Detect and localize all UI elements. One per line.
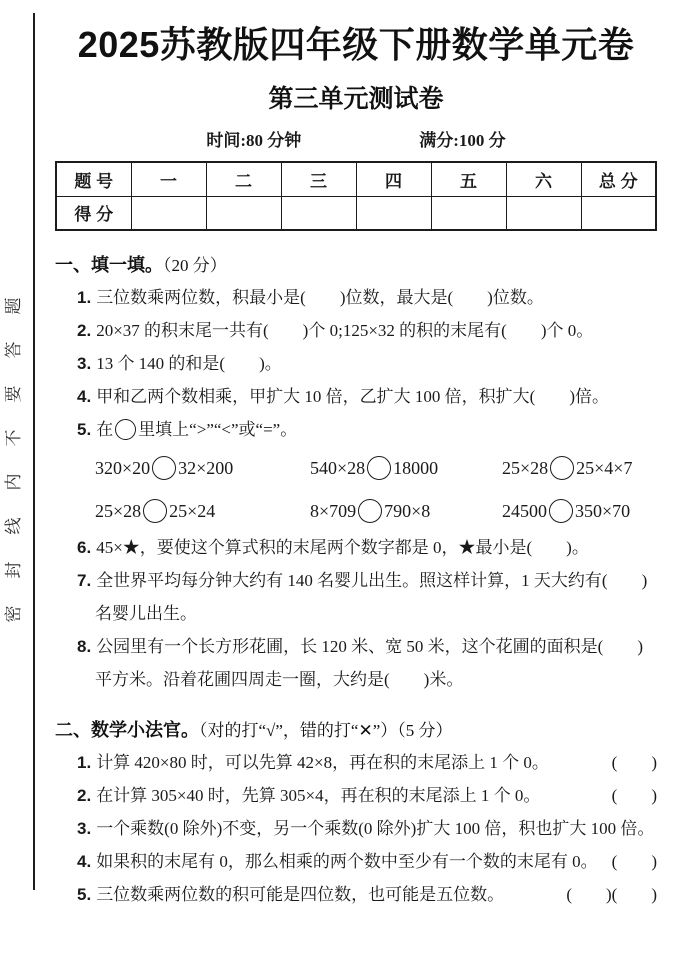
score-entry-cell[interactable] [356,196,431,230]
comparison-left: 24500 [502,501,547,521]
fill-question-4 [55,380,657,413]
question-number: 5. [77,420,92,439]
comparison-item [95,494,310,528]
section-one-points: （20 分） [163,256,227,275]
fill-question-2 [55,314,657,347]
comparison-left: 8×709 [310,501,357,521]
fill-question-5 [55,413,657,446]
question-number: 1. [77,288,92,307]
question-text: 三位数乘两位数，积最小是( )位数，最大是( )位数。 [96,288,544,307]
question-number: 1. [77,753,92,772]
seal-divider-line [33,13,35,890]
blank-circle[interactable] [550,456,574,480]
question-text-suffix: 里填上“>”“<”或“=”。 [138,420,298,439]
section-one-title: 一、填一填。 [55,255,163,275]
judge-question-1 [55,746,657,779]
blank-circle[interactable] [367,456,391,480]
blank-circle[interactable] [152,456,176,480]
score-entry-cell[interactable] [431,196,506,230]
score-row-label: 得 分 [56,196,131,230]
time-limit-label: 时间:80 分钟 [206,131,302,150]
question-text: 20×37 的积末尾一共有( )个 0;125×32 的积的末尾有( )个 0。 [96,321,594,340]
question-number: 6. [77,538,92,557]
unit-subtitle: 第三单元测试卷 [268,85,444,113]
answer-blank-parens[interactable]: ( ) [611,753,657,772]
question-number: 5. [77,885,92,904]
score-header-cell: 三 [281,162,356,196]
score-header-cell: 五 [431,162,506,196]
question-text: 一个乘数(0 除外)不变，另一个乘数(0 除外)扩大 100 倍，积也扩大 100 倍。 [96,819,655,838]
comparison-item [310,451,502,485]
blank-circle[interactable] [115,419,136,440]
answer-blank-parens[interactable]: ( ) [566,885,612,904]
comparison-item [502,494,657,528]
question-text: 13 个 140 的和是( )。 [96,354,282,373]
fill-question-8 [55,630,657,696]
section-two-title: 二、数学小法官。 [55,720,199,740]
judge-question-2 [55,779,657,812]
question-number: 8. [77,637,92,656]
question-text-prefix: 在 [96,420,114,439]
answer-blank-parens[interactable]: ( ) [611,852,657,871]
question-text: 甲和乙两个数相乘，甲扩大 10 倍，乙扩大 100 倍，积扩大( )倍。 [96,387,610,406]
comparison-item [310,494,502,528]
question-number: 3. [77,819,92,838]
score-header-cell: 一 [131,162,206,196]
comparison-left: 25×28 [502,458,549,478]
exam-info-row [55,126,657,151]
comparison-grid [55,451,657,528]
blank-circle[interactable] [143,499,167,523]
section-two-heading [55,715,657,746]
seal-text: 题 答 要 不 内 线 封 密 [4,297,23,623]
question-number: 2. [77,321,92,340]
section-one-heading [55,250,657,281]
score-entry-cell[interactable] [206,196,281,230]
fill-question-7 [55,564,657,630]
question-text: 如果积的末尾有 0，那么相乘的两个数中至少有一个数的末尾有 0。 [96,852,598,871]
section-two-note: （对的打“√”，错的打“✕”）（5 分） [199,721,453,740]
score-table [55,161,657,231]
score-entry-cell[interactable] [131,196,206,230]
score-header-cell: 题 号 [56,162,131,196]
question-text: 在计算 305×40 时，先算 305×4，再在积的末尾添上 1 个 0。 [96,786,541,805]
comparison-right: 25×24 [169,501,216,521]
score-header-cell: 二 [206,162,281,196]
blank-circle[interactable] [549,499,573,523]
comparison-left: 320×20 [95,458,151,478]
fill-question-1 [55,281,657,314]
comparison-item [502,451,657,485]
question-text: 公园里有一个长方形花圃，长 120 米、宽 50 米，这个花圃的面积是( )平方米。沿着花圃四周走一圈，大约是( )米。 [95,637,644,689]
question-number: 2. [77,786,92,805]
blank-circle[interactable] [358,499,382,523]
question-number: 7. [77,571,92,590]
fill-question-6 [55,531,657,564]
full-score-label: 满分:100 分 [419,131,506,150]
page-title: 2025苏教版四年级下册数学单元卷 [77,24,635,65]
comparison-item [95,451,310,485]
comparison-left: 540×28 [310,458,366,478]
score-header-cell: 六 [506,162,581,196]
answer-blank-parens[interactable]: ( ) [611,786,657,805]
judge-question-5 [55,878,657,911]
question-number: 4. [77,387,92,406]
fill-question-3 [55,347,657,380]
question-text: 45×★，要使这个算式积的末尾两个数字都是 0，★最小是( )。 [96,538,589,557]
score-header-cell: 总 分 [581,162,656,196]
comparison-right: 32×200 [178,458,234,478]
comparison-left: 25×28 [95,501,142,521]
paper-content [55,22,657,911]
question-text: 全世界平均每分钟大约有 140 名婴儿出生。照这样计算，1 天大约有( )名婴儿出生。 [95,571,648,623]
question-text: 三位数乘两位数的积可能是四位数，也可能是五位数。 [96,885,505,904]
score-table-header-row [56,162,656,196]
question-text: 计算 420×80 时，可以先算 42×8，再在积的末尾添上 1 个 0。 [96,753,549,772]
comparison-right: 25×4×7 [576,458,633,478]
question-number: 3. [77,354,92,373]
score-entry-cell[interactable] [506,196,581,230]
comparison-right: 18000 [393,458,439,478]
question-number: 4. [77,852,92,871]
score-entry-cell[interactable] [581,196,656,230]
score-header-cell: 四 [356,162,431,196]
score-entry-cell[interactable] [281,196,356,230]
comparison-right: 790×8 [384,501,431,521]
score-table-score-row [56,196,656,230]
comparison-right: 350×70 [575,501,631,521]
answer-blank-parens[interactable]: ( ) [611,885,657,904]
